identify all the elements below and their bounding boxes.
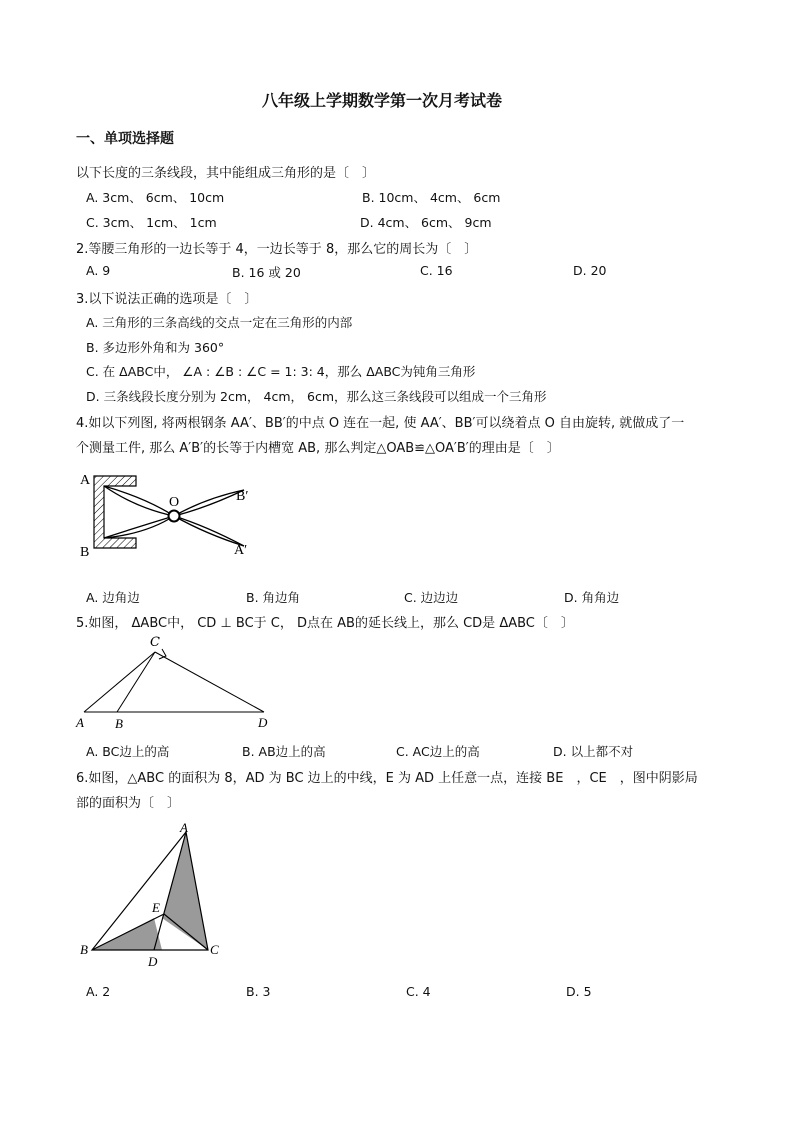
question-4-option-d: D. 角角边: [564, 590, 620, 605]
page-title: 八年级上学期数学第一次月考试卷: [262, 91, 503, 110]
line-cd: [155, 652, 264, 712]
question-2-option-b: B. 16 或 20: [232, 265, 301, 280]
question-6-option-c: C. 4: [406, 984, 431, 999]
line-ac: [84, 652, 155, 712]
question-6-option-d: D. 5: [566, 984, 592, 999]
question-4-option-a: A. 边角边: [86, 590, 140, 605]
question-1-stem: 以下长度的三条线段，其中能组成三角形的是〔 〕: [76, 166, 376, 181]
question-2-option-a: A. 9: [86, 263, 111, 278]
question-3-option-b: B. 多边形外角和为 360°: [86, 340, 225, 355]
question-6-option-a: A. 2: [86, 984, 111, 999]
fig6-label-d: D: [148, 954, 158, 968]
question-4-option-b: B. 角边角: [246, 590, 301, 605]
line-bc: [117, 652, 155, 712]
question-4-option-c: C. 边边边: [404, 590, 459, 605]
question-3-stem: 3.以下说法正确的选项是〔 〕: [76, 292, 258, 307]
question-2-option-c: C. 16: [420, 263, 453, 278]
section-heading: 一、单项选择题: [76, 131, 174, 147]
fig5-label-b: B: [115, 716, 123, 731]
question-6-stem-line2: 部的面积为〔 〕: [76, 796, 181, 811]
question-2-option-d: D. 20: [573, 263, 607, 278]
fig6-label-c: C: [210, 942, 219, 957]
fig4-label-a: A: [80, 473, 91, 488]
question-6-option-b: B. 3: [246, 984, 271, 999]
fig5-label-d: D: [258, 715, 268, 730]
question-4-stem-line1: 4.如以下列图, 将两根钢条 AA′、BB′的中点 O 连在一起, 使 AA′、BB′可以绕着点 O 自由旋转, 就做成了一: [76, 416, 685, 431]
question-6-stem-line1: 6.如图，△ABC 的面积为 8，AD 为 BC 边上的中线，E 为 AD 上任意一点，连接 BE ，CE ，图中阴影局: [76, 771, 698, 786]
question-1-option-c: C. 3cm、 1cm、 1cm: [86, 215, 217, 230]
shaded-region-aec: [162, 832, 208, 950]
fig4-label-a-prime: A′: [234, 543, 248, 558]
question-3-option-a: A. 三角形的三条高线的交点一定在三角形的内部: [86, 315, 353, 330]
question-5-stem: 5.如图， ΔABC中， CD ⊥ BC于 C， D点在 AB的延长线上，那么 CD是 ΔABC〔 〕: [76, 616, 574, 631]
question-1-option-a: A. 3cm、 6cm、 10cm: [86, 190, 225, 205]
pivot-o: [169, 511, 180, 522]
question-5-option-b: B. AB边上的高: [242, 744, 326, 759]
fig6-label-b: B: [80, 942, 88, 957]
fig4-label-o: O: [169, 495, 180, 510]
question-3-option-d: D. 三条线段长度分别为 2cm， 4cm， 6cm，那么这三条线段可以组成一个三角形: [86, 389, 547, 404]
fig5-label-c: C: [150, 635, 160, 650]
question-6-figure: [76, 820, 226, 968]
question-1-option-b: B. 10cm、 4cm、 6cm: [362, 190, 501, 205]
question-3-option-c: C. 在 ΔABC中， ∠A : ∠B : ∠C = 1: 3: 4，那么 ΔABC为钝角三角形: [86, 364, 476, 379]
fig5-label-a: A: [76, 715, 84, 730]
question-2-stem: 2.等腰三角形的一边长等于 4，一边长等于 8，那么它的周长为〔 〕: [76, 242, 478, 257]
fig4-label-b: B: [80, 545, 90, 560]
question-5-option-d: D. 以上都不对: [553, 744, 634, 759]
question-1-option-d: D. 4cm、 6cm、 9cm: [360, 215, 492, 230]
fig6-label-e: E: [152, 900, 160, 915]
question-4-figure: [76, 468, 266, 568]
fig6-label-a: A: [180, 820, 188, 835]
fig4-label-b-prime: B′: [236, 489, 249, 504]
question-5-figure: [72, 632, 282, 734]
question-4-stem-line2: 个测量工件, 那么 A′B′的长等于内槽宽 AB, 那么判定△OAB≌△OA′B′的理由是〔 〕: [76, 441, 560, 456]
question-5-option-a: A. BC边上的高: [86, 744, 170, 759]
question-5-option-c: C. AC边上的高: [396, 744, 480, 759]
